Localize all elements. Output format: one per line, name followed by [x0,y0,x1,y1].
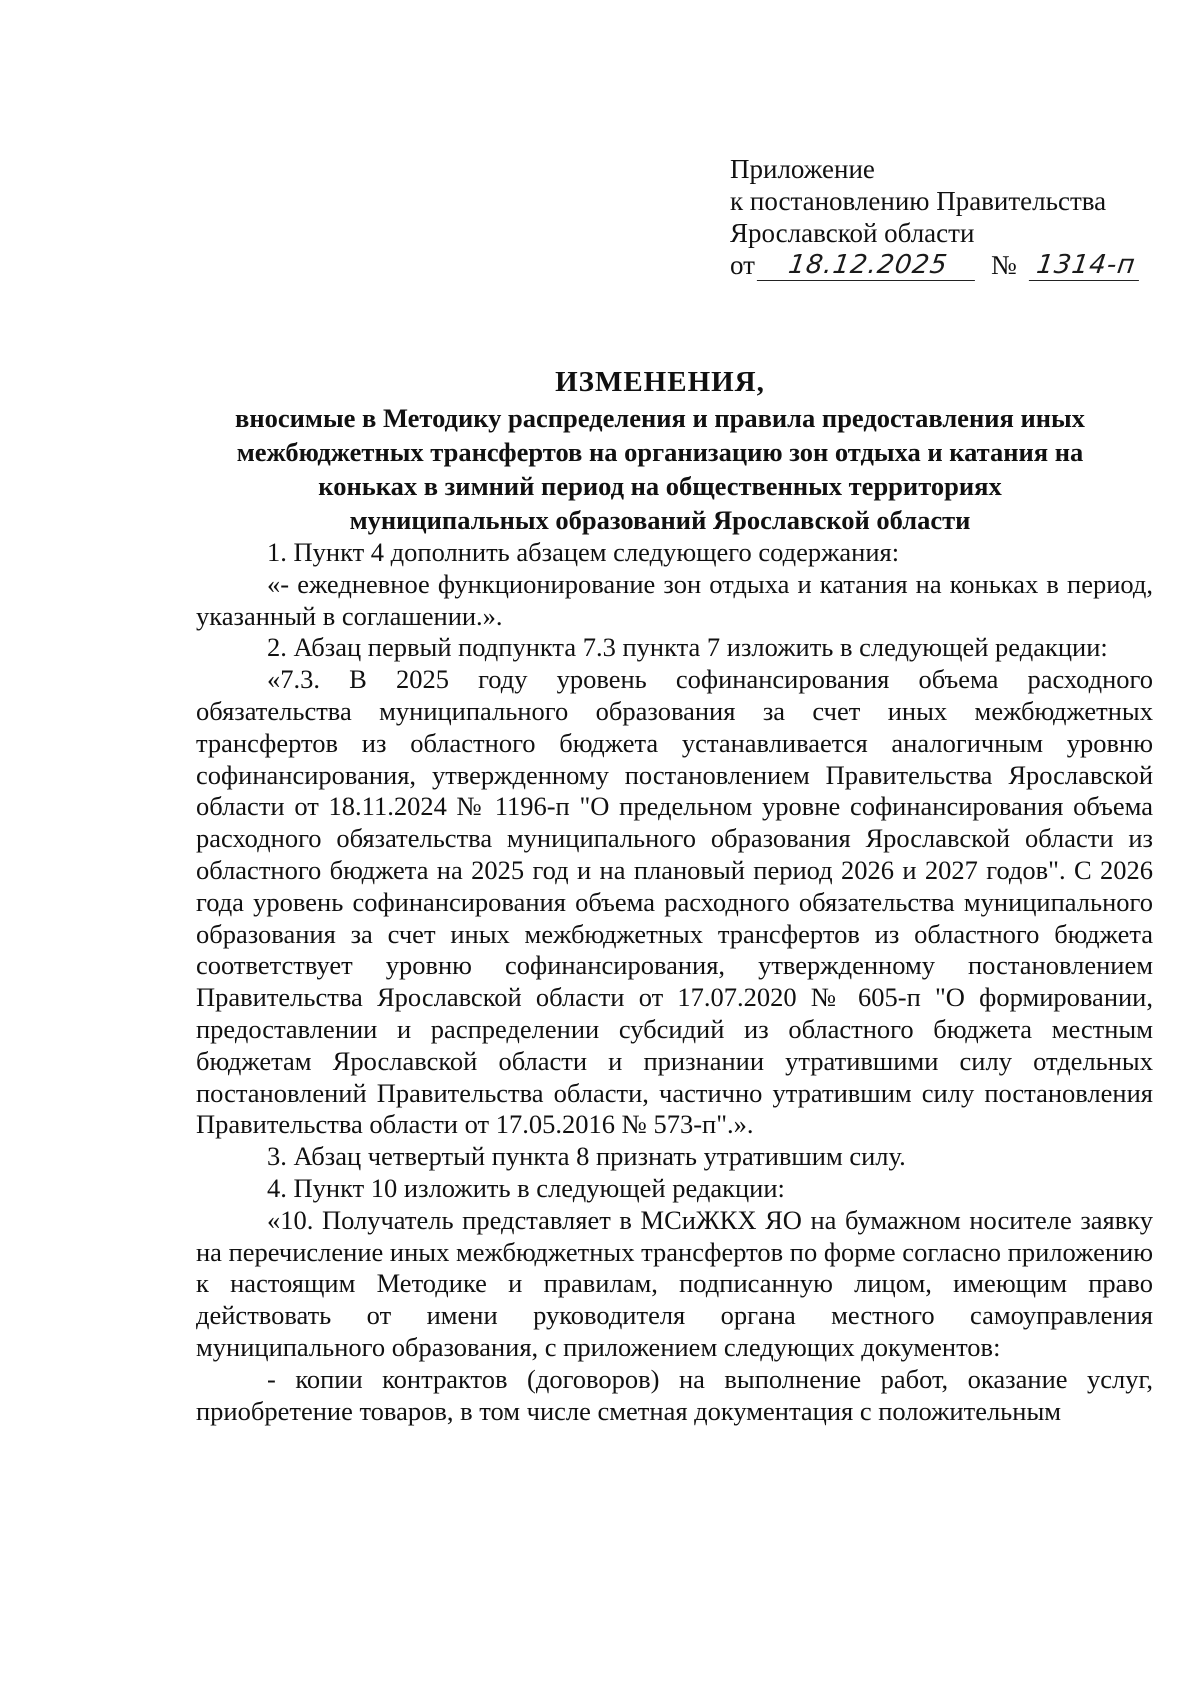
title-subtitle [160,401,1160,537]
title-main: ИЗМЕНЕНИЯ, [555,366,765,398]
paragraph-item-4-list: - копии контрактов (договоров) на выполнение работ, оказание услуг, приобретение товаров, в том числе сметная документация с положительным [196,1363,1153,1426]
handwritten-date: 18.12.2025 [757,250,979,281]
paragraph-item-3: 3. Абзац четвертый пункта 8 признать утратившим силу. [267,1141,906,1172]
appendix-date-number [730,249,1170,281]
paragraph-item-2-text: «7.3. В 2025 году уровень софинансирования объема расходного обязательства муниципального образования за счет иных межбюджетных трансфертов из областного бюджета устанавливается аналогичным уровню софинансирования, утвержденному постановлением Правительства Ярославской области от 18.11.2024 № 1196-п "О предельном уровне софинансирования объема расходного обязательства муниципального образования Ярославской области из областного бюджета на 2025 год и на плановый период 2026 и 2027 годов". С 2026 года уровень софинансирования объема расходного обязательства муниципального образования за счет иных межбюджетных трансфертов из областного бюджета соответствует уровню софинансирования, утвержденному постановлением Правительства Ярославской области от 17.07.2020 № 605-п "О формировании, предоставлении и распределении субсидий из областного бюджета местным бюджетам Ярославской области и признании утратившими силу отдельных постановлений Правительства области, частично утратившим силу постановления Правительства области от 17.05.2016 № 573-п".». [196,664,1153,1140]
document-body [196,537,1153,1427]
paragraph-item-4: 4. Пункт 10 изложить в следующей редакции: [267,1172,785,1203]
appendix-resolution-ref: к постановлению Правительства [730,186,1107,216]
date-prefix: от [730,250,755,280]
title-line: муниципальных образований Ярославской области [349,505,971,535]
number-sign: № [990,250,1017,280]
appendix-header [730,153,1170,281]
title-line: вносимые в Методику распределения и правила предоставления иных [235,403,1085,433]
paragraph-item-1: 1. Пункт 4 дополнить абзацем следующего содержания: [267,537,900,567]
title-line: межбюджетных трансфертов на организацию зон отдыха и катания на [236,437,1084,467]
paragraph-item-4-text: «10. Получатель представляет в МСиЖКХ ЯО на бумажном носителе заявку на перечисление иных межбюджетных трансфертов по форме согласно приложению к настоящим Методике и правилам, подписанную лицом, имеющим право действовать от имени руководителя органа местного самоуправления муниципального образования, с приложением следующих документов: [196,1204,1153,1362]
paragraph-item-2: 2. Абзац первый подпункта 7.3 пункта 7 изложить в следующей редакции: [267,632,1108,663]
document-title [160,365,1160,537]
appendix-label: Приложение [730,154,875,184]
title-line: коньках в зимний период на общественных территориях [318,471,1002,501]
paragraph-item-1-text: «- ежедневное функционирование зон отдыха и катания на коньках в период, указанный в соглашении.». [196,568,1153,631]
handwritten-number: 1314-п [1029,250,1143,281]
appendix-region: Ярославской области [730,218,975,248]
